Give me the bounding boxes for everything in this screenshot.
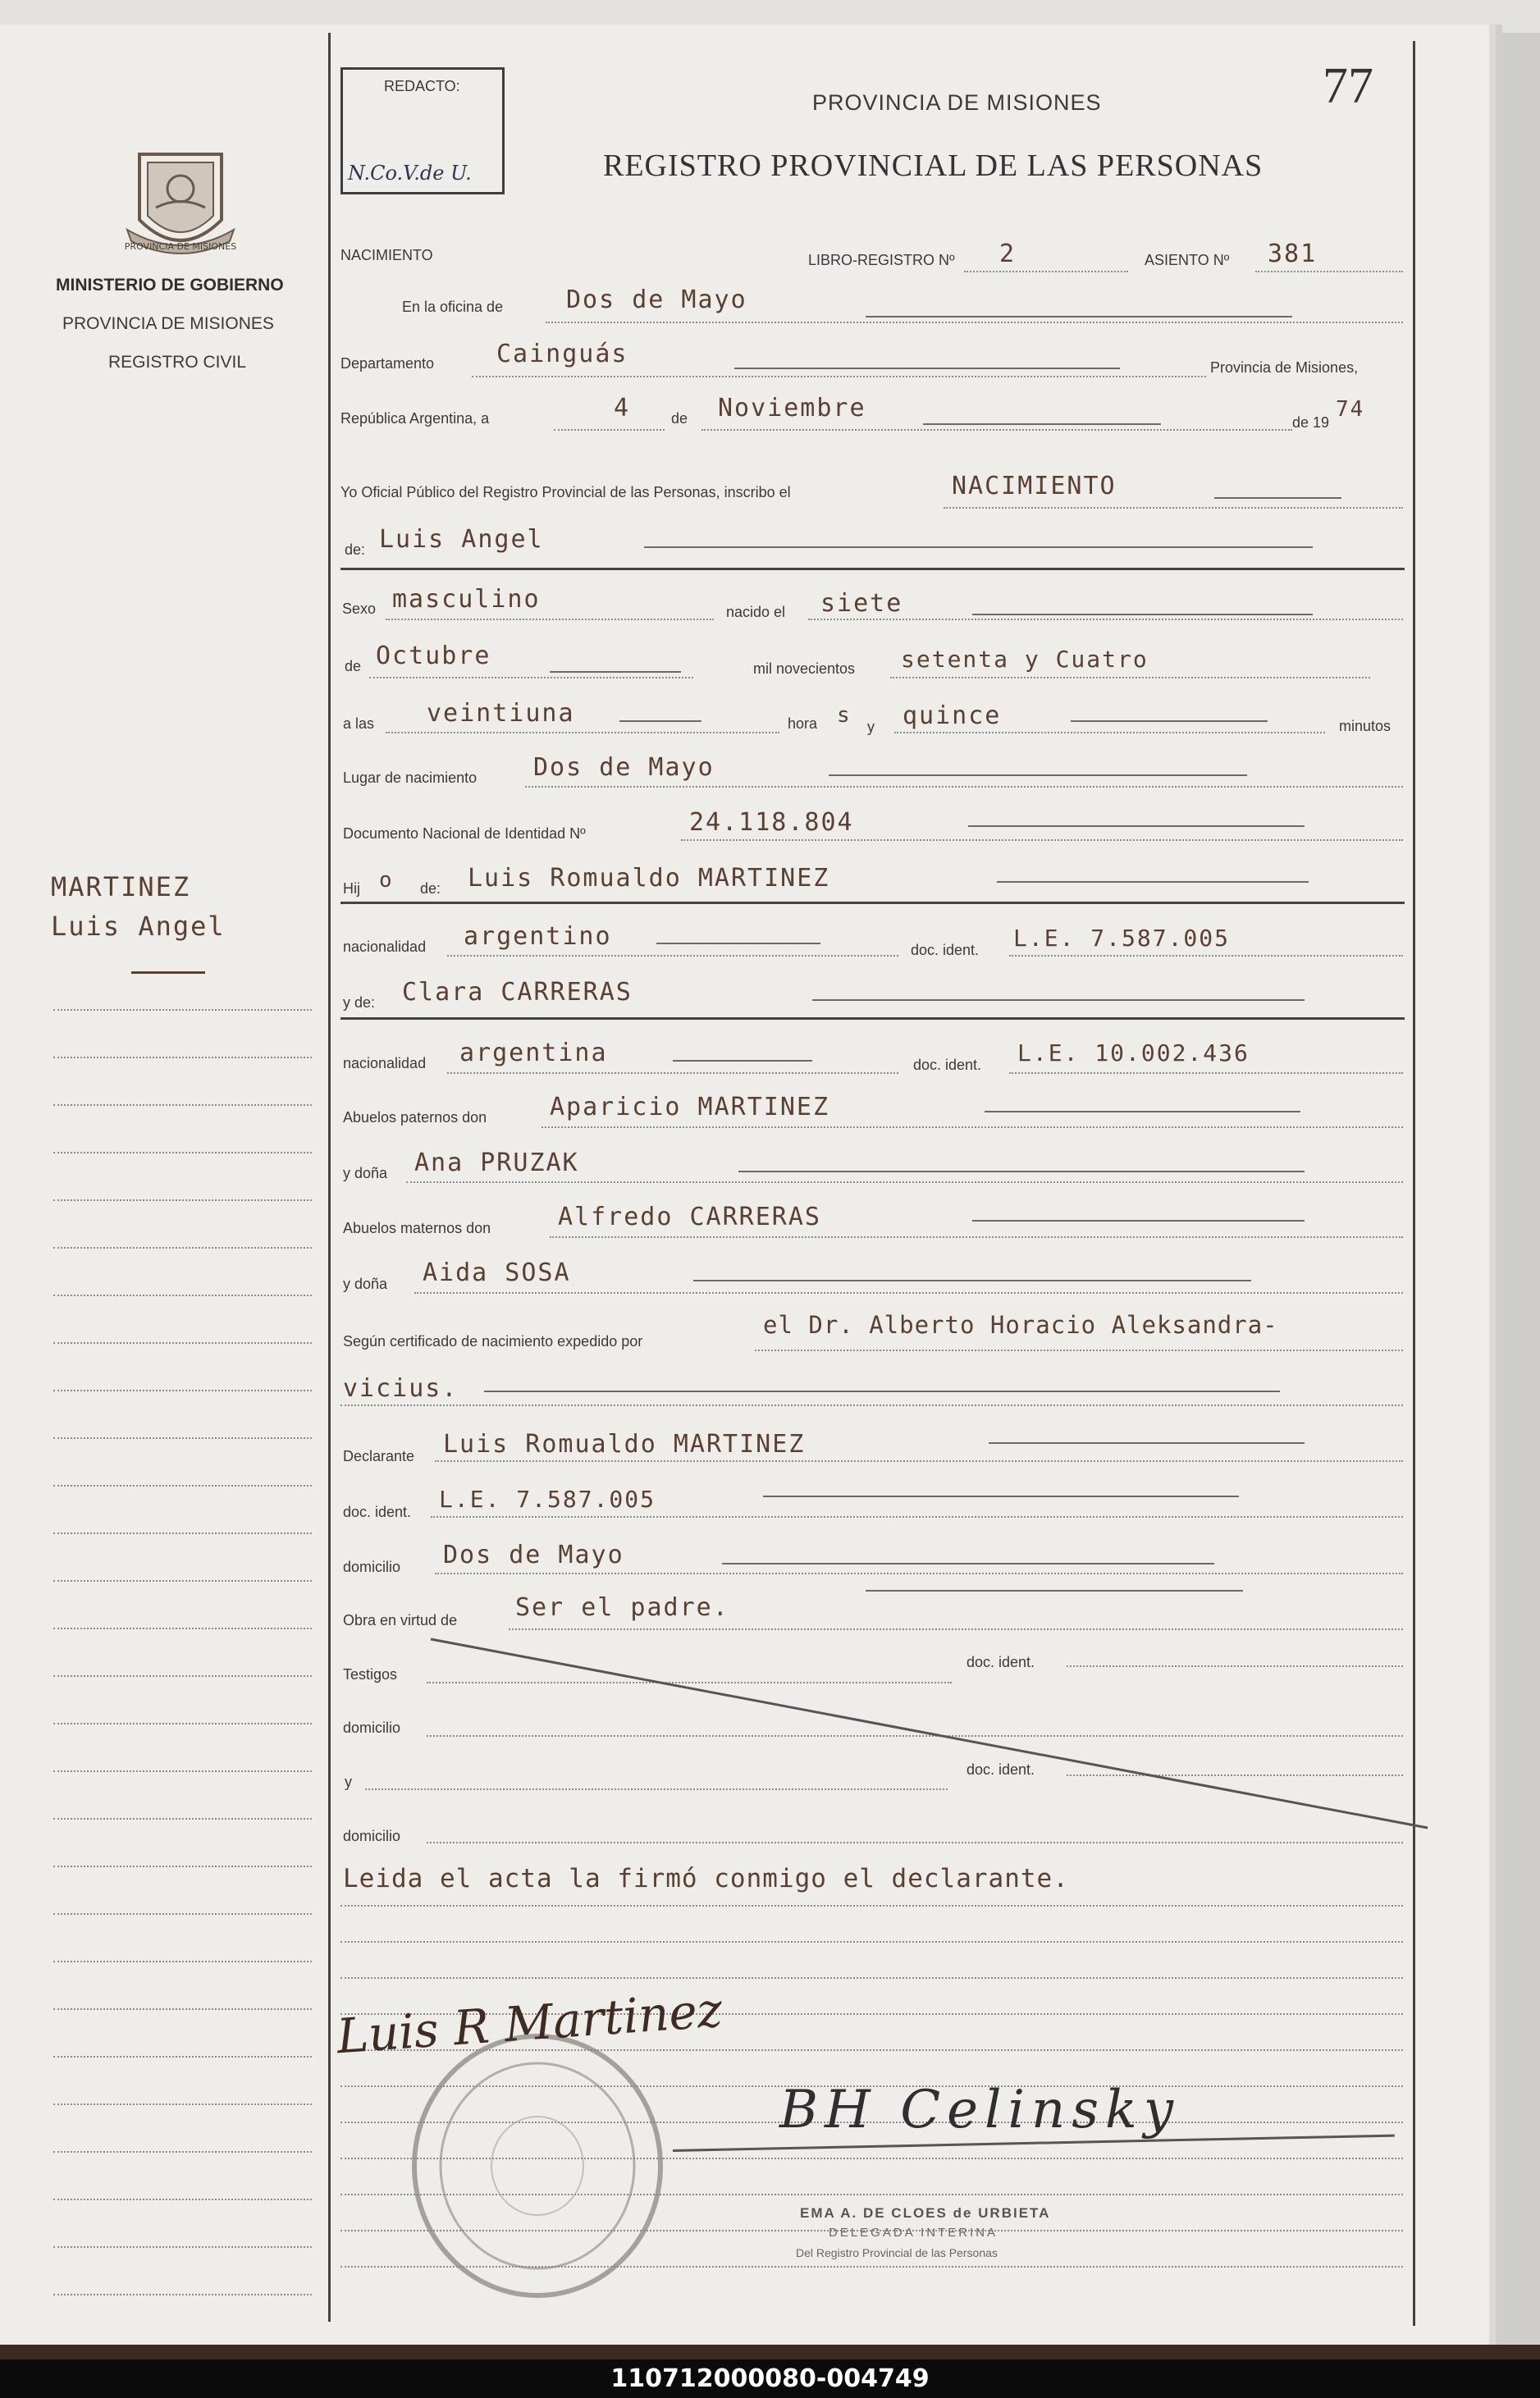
hijo-label: Hij <box>343 880 360 897</box>
nac-madre-value: argentina <box>459 1039 608 1067</box>
dni-value: 24.118.804 <box>689 808 854 837</box>
mes-value: Noviembre <box>718 394 866 423</box>
mil-label: mil novecientos <box>753 660 856 677</box>
nac-madre-label: nacionalidad <box>343 1055 427 1071</box>
madre-label: y de: <box>343 994 376 1011</box>
doc-madre-value: L.E. 10.002.436 <box>1017 1039 1250 1067</box>
margin-given-name: Luis Angel <box>51 911 226 942</box>
anio-label: de 19 <box>1292 414 1330 431</box>
libro-label: LIBRO-REGISTRO Nº <box>808 252 955 268</box>
margin-surname: MARTINEZ <box>51 871 191 902</box>
ministry-title: MINISTERIO DE GOBIERNO <box>56 276 284 295</box>
de-label: de <box>671 410 688 427</box>
header-province: PROVINCIA DE MISIONES <box>812 90 1102 115</box>
ab-pat-dona-label: y doña <box>343 1165 388 1181</box>
testigos-domicilio2-label: domicilio <box>343 1828 401 1844</box>
asiento-value: 381 <box>1268 240 1318 268</box>
cert-value-1: el Dr. Alberto Horacio Aleksandra- <box>763 1311 1278 1339</box>
y-label: y <box>867 719 875 735</box>
acto-value: NACIMIENTO <box>952 472 1117 500</box>
ministry-office: REGISTRO CIVIL <box>108 353 247 372</box>
dni-label: Documento Nacional de Identidad Nº <box>343 825 586 842</box>
archive-footer <box>0 2345 1540 2398</box>
de2-label: de <box>345 658 362 674</box>
padre-value: Luis Romualdo MARTINEZ <box>468 864 830 893</box>
domicilio-value: Dos de Mayo <box>443 1541 624 1569</box>
nacido-value: siete <box>820 589 903 618</box>
doc-decl-label: doc. ident. <box>343 1504 412 1520</box>
departamento-label: Departamento <box>340 355 435 372</box>
declarante-label: Declarante <box>343 1448 415 1464</box>
register-page <box>0 25 1489 2346</box>
departamento-value: Cainguás <box>496 340 628 368</box>
horas-suffix: s <box>837 703 852 728</box>
ab-pat-dona-value: Ana PRUZAK <box>414 1149 579 1177</box>
ab-mat-dona-value: Aida SOSA <box>423 1258 571 1287</box>
nac-padre-label: nacionalidad <box>343 939 427 955</box>
horas-label: hora <box>788 715 818 732</box>
oficina-label: En la oficina de <box>402 299 504 315</box>
sexo-value: masculino <box>392 585 541 614</box>
hora-value: veintiuna <box>427 699 575 728</box>
domicilio-label: domicilio <box>343 1559 401 1575</box>
republica-label: República Argentina, a <box>340 410 490 427</box>
ab-mat-dona-label: y doña <box>343 1276 388 1292</box>
cert-label: Según certificado de nacimiento expedido por <box>343 1333 643 1350</box>
declarante-signature: Luis R Martinez <box>335 1981 724 2065</box>
stamp-office: Del Registro Provincial de las Personas <box>796 2246 998 2259</box>
doc-decl-value: L.E. 7.587.005 <box>439 1486 656 1513</box>
minutos-value: quince <box>903 701 1002 730</box>
leida-text: Leida el acta la firmó conmigo el declarante. <box>343 1864 1069 1893</box>
header-title: REGISTRO PROVINCIAL DE LAS PERSONAS <box>603 148 1264 183</box>
crest-text: PROVINCIA DE MISIONES <box>124 241 237 252</box>
asiento-label: ASIENTO Nº <box>1145 252 1230 268</box>
cert-value-2: vicius. <box>343 1374 459 1403</box>
testigos-label: Testigos <box>343 1666 398 1683</box>
doc-padre-value: L.E. 7.587.005 <box>1013 925 1231 952</box>
testigos-cancel-stroke <box>0 25 1489 2346</box>
page-number: 77 <box>1323 58 1373 114</box>
nacido-label: nacido el <box>726 604 786 620</box>
stamp-title: DELEGADA INTERINA <box>829 2226 998 2240</box>
hijo-suffix: o <box>379 868 394 893</box>
declarante-value: Luis Romualdo MARTINEZ <box>443 1430 806 1459</box>
nac-padre-value: argentino <box>464 922 612 951</box>
libro-value: 2 <box>999 240 1017 268</box>
stamp-name: EMA A. DE CLOES de URBIETA <box>800 2205 1051 2221</box>
anio-nac-value: setenta y Cuatro <box>901 646 1149 673</box>
testigos-doc2-label: doc. ident. <box>966 1761 1035 1778</box>
a-las-label: a las <box>343 715 375 732</box>
obra-label: Obra en virtud de <box>343 1612 458 1628</box>
ab-pat-don-value: Aparicio MARTINEZ <box>550 1093 830 1121</box>
minutos-label: minutos <box>1339 718 1391 734</box>
provincia-suffix: Provincia de Misiones, <box>1210 359 1359 376</box>
testigos-y-label: y <box>345 1774 352 1790</box>
archive-id: 110712000080-004749 <box>610 2364 930 2393</box>
ministry-province: PROVINCIA DE MISIONES <box>62 314 274 333</box>
madre-value: Clara CARRERAS <box>402 978 633 1007</box>
lugar-label: Lugar de nacimiento <box>343 770 478 786</box>
mes-nac-value: Octubre <box>376 642 491 670</box>
sexo-label: Sexo <box>342 601 377 617</box>
testigos-domicilio-label: domicilio <box>343 1720 401 1736</box>
oficial-signature: BH Celinsky <box>779 2080 1180 2140</box>
testigos-doc-label: doc. ident. <box>966 1654 1035 1670</box>
obra-value: Ser el padre. <box>515 1593 729 1622</box>
oficial-text: Yo Oficial Público del Registro Provincial de las Personas, inscribo el <box>340 484 791 500</box>
ab-mat-don-value: Alfredo CARRERAS <box>558 1203 821 1231</box>
ab-pat-label: Abuelos paternos don <box>343 1109 487 1126</box>
redacto-value: N.Co.V.de U. <box>348 162 472 185</box>
dia-value: 4 <box>614 394 631 423</box>
redacto-label: REDACTO: <box>384 78 460 94</box>
ab-mat-label: Abuelos maternos don <box>343 1220 491 1236</box>
registry-seal-stamp <box>402 2026 673 2305</box>
doc-madre-label: doc. ident. <box>913 1057 982 1073</box>
oficina-value: Dos de Mayo <box>566 285 747 314</box>
nombre-value: Luis Angel <box>379 525 544 554</box>
footer-strip <box>0 2345 1540 2359</box>
hijo-de-label: de: <box>420 880 441 897</box>
doc-padre-label: doc. ident. <box>911 942 980 958</box>
anio-value: 74 <box>1336 397 1365 422</box>
lugar-value: Dos de Mayo <box>533 753 715 782</box>
nombre-label: de: <box>345 541 366 558</box>
act-type: NACIMIENTO <box>340 247 433 263</box>
